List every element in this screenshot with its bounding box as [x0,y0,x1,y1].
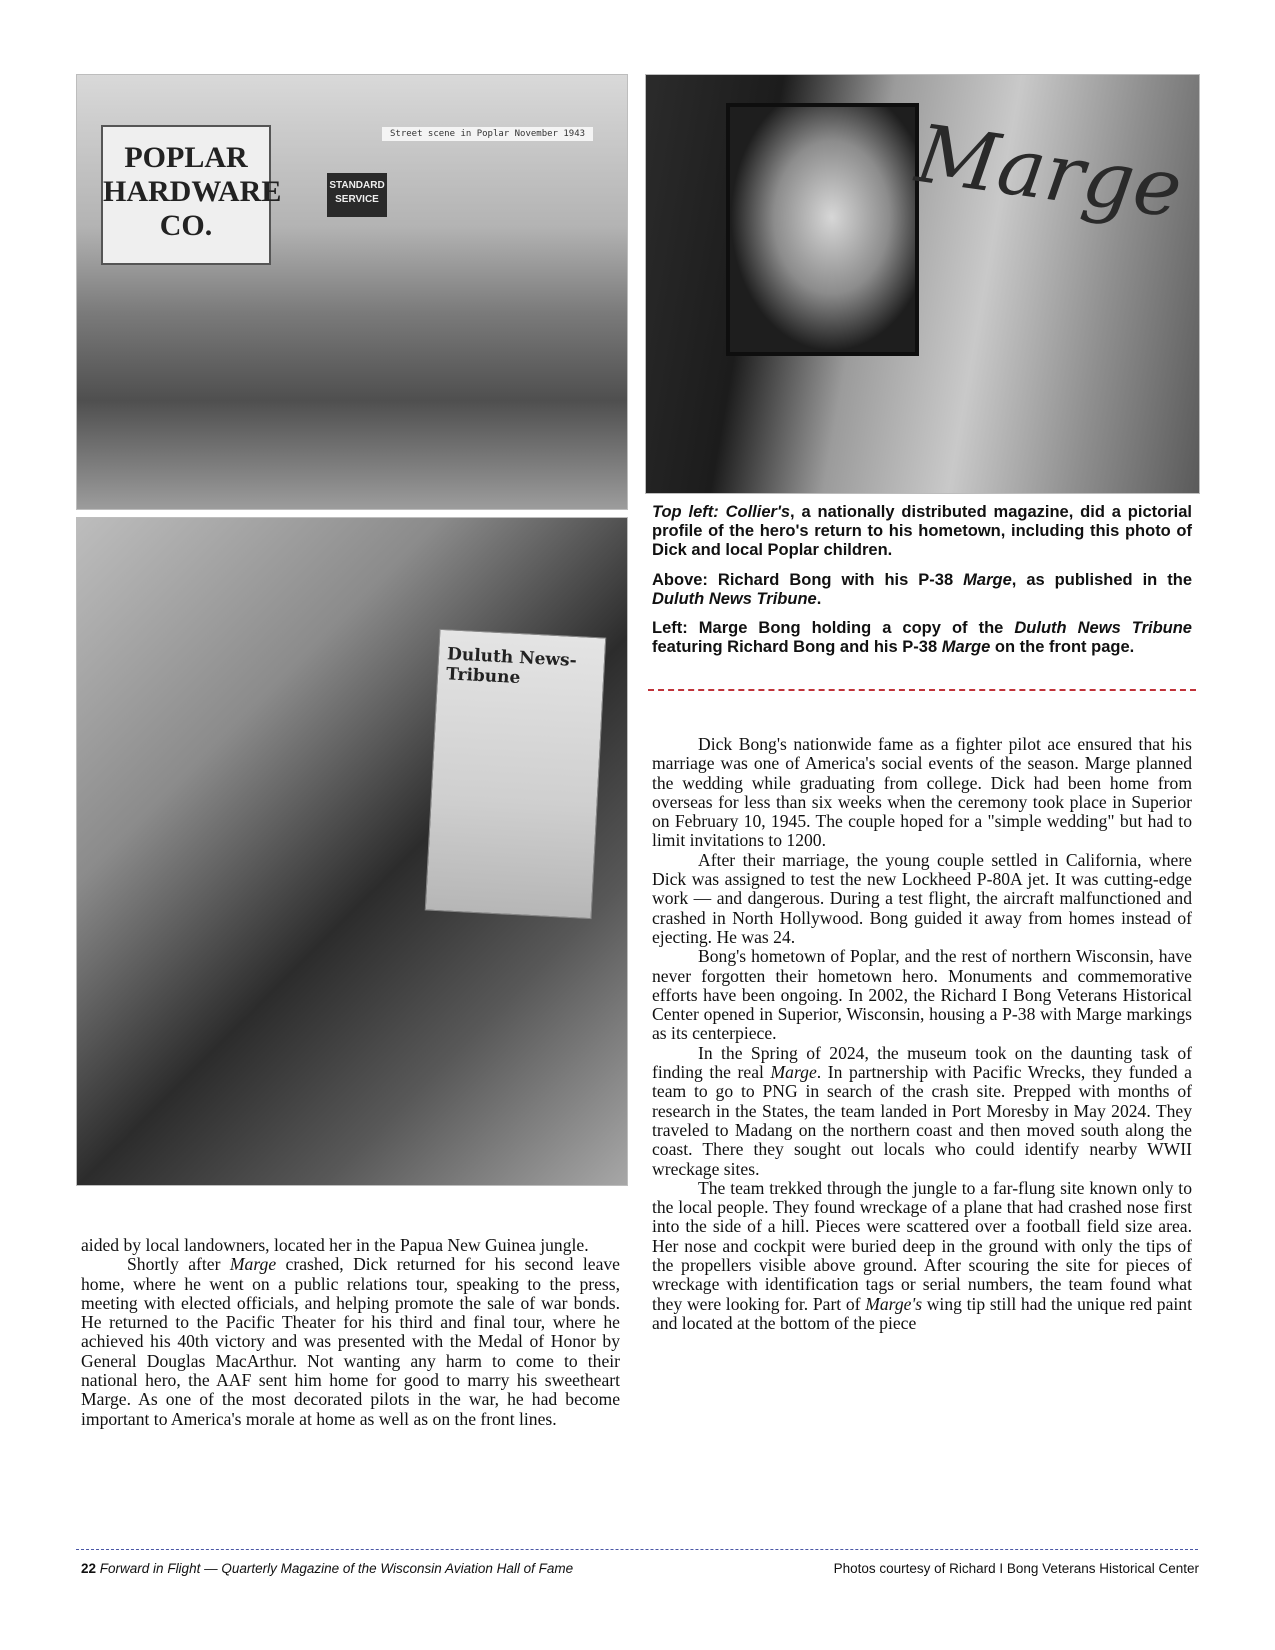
portrait-painting [726,103,919,356]
paragraph: aided by local landowners, located her in the Papua New Guinea jungle. [81,1235,589,1255]
newspaper-masthead: Duluth News-Tribune [445,644,578,689]
paragraph: Shortly after Marge crashed, Dick returned for his second leave home, where he went on a public relations tour, speaking to the press, meeting with elected officials, and helping promote the sale of war bonds. He returned to the Pacific Theater for his third and final tour, where he achieved his 40th victory and was presented with the Medal of Honor by General Douglas MacArthur. Not wanting any harm to come to their national hero, the AAF sent him home for good to marry his sweetheart Marge. As one of the most decorated pilots in the war, he had become important to America's morale at home as well as on the front lines. [81,1254,620,1429]
newspaper [425,629,607,919]
photo-credit: Photos courtesy of Richard I Bong Veterans Historical Center [833,1561,1199,1576]
paragraph: In the Spring of 2024, the museum took on the daunting task of finding the real Marge. In partnership with Pacific Wrecks, they funded a team to go to PNG in search of the crash site. Prepped with months of research in the States, the team landed in Port Moresby in May 2024. They traveled to Madang on the northern coast and then moved south along the coast. There they sought out locals who could identify nearby WWII wreckage sites. [652,1042,1192,1179]
left-column [81,1236,620,1429]
footer-publication [81,1561,573,1576]
photo-pilot-with-plane [645,74,1200,494]
page-number: 22 [81,1561,97,1576]
caption-top-left: Top left: Collier's, a nationally distributed magazine, did a pictorial profile of the hero's return to his hometown, including this photo of Dick and local Poplar children. [652,503,1192,559]
publication-name: Forward in Flight — Quarterly Magazine of the Wisconsin Aviation Hall of Fame [99,1561,574,1576]
photo-label: Street scene in Poplar November 1943 [382,127,593,141]
photo-woman-with-newspaper [76,517,628,1186]
nose-art-text: Marge [910,106,1188,237]
footer-rule [76,1549,1198,1550]
right-column [652,735,1192,1333]
caption-left: Left: Marge Bong holding a copy of the Duluth News Tribune featuring Richard Bong and his P-38 Marge on the front page. [652,619,1192,656]
paragraph: Dick Bong's nationwide fame as a fighter pilot ace ensured that his marriage was one of America's social events of the season. Marge planned the wedding while graduating from college. Dick had been home from overseas for less than six weeks when the ceremony took place in Superior on February 10, 1945. The couple hoped for a "simple wedding" but had to limit invitations to 1200. [652,734,1192,851]
station-sign: STANDARD SERVICE [327,173,387,217]
caption-above: Above: Richard Bong with his P-38 Marge, as published in the Duluth News Tribune. [652,571,1192,608]
photo-street-scene [76,74,628,510]
store-sign: POPLAR HARDWARE CO. [101,125,271,265]
paragraph: After their marriage, the young couple settled in California, where Dick was assigned to test the new Lockheed P-80A jet. It was cutting-edge work — and dangerous. During a test flight, the aircraft malfunctioned and crashed in North Hollywood. Bong guided it away from homes instead of ejecting. He was 24. [652,849,1192,947]
paragraph: The team trekked through the jungle to a far-flung site known only to the local people. They found wreckage of a plane that had crashed nose first into the side of a hill. Pieces were scattered over a football field size area. Her nose and cockpit were buried deep in the ground with only the tips of the propellers visible above ground. After scouring the site for pieces of wreckage with identification tags or serial numbers, the team found what they were looking for. Part of Marge's wing tip still had the unique red paint and located at the bottom of the piece [652,1177,1192,1333]
paragraph: Bong's hometown of Poplar, and the rest of northern Wisconsin, have never forgotten their hometown hero. Monuments and commemorative efforts have been ongoing. In 2002, the Richard I Bong Veterans Historical Center opened in Superior, Wisconsin, housing a P-38 with Marge markings as its centerpiece. [652,946,1192,1044]
caption-divider [648,689,1196,691]
